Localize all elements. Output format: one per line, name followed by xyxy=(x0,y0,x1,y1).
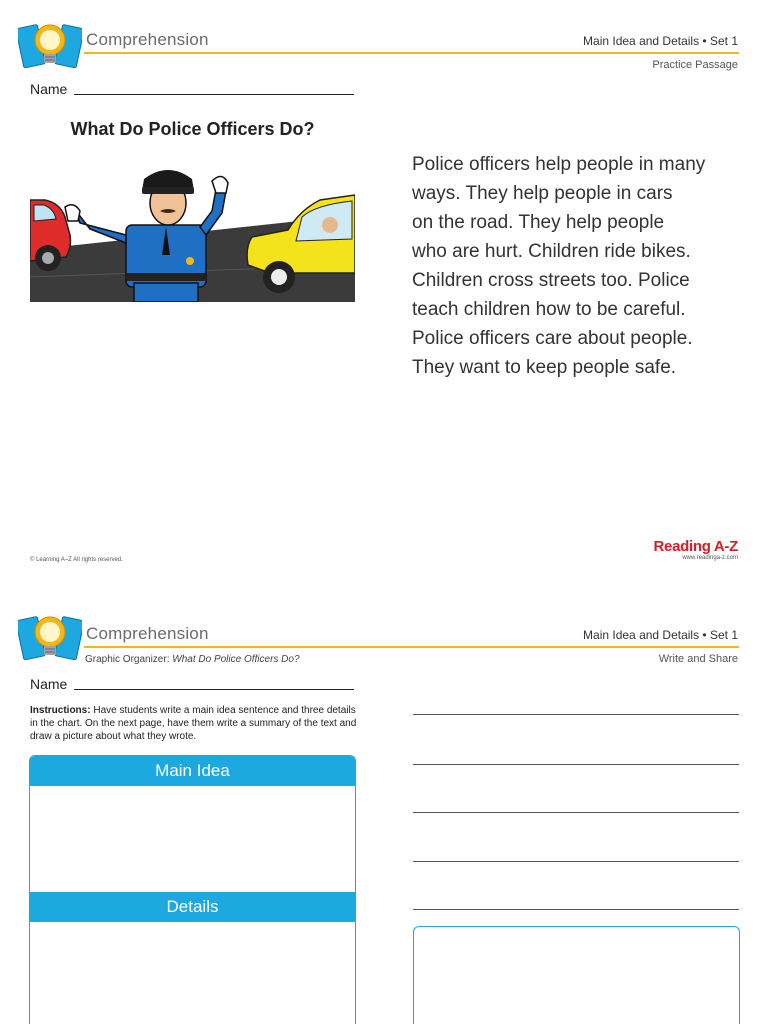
skill-label: Main Idea and Details • Set 1 xyxy=(583,628,738,642)
name-line xyxy=(74,94,354,95)
details-header: Details xyxy=(30,892,355,922)
page-subtitle: Practice Passage xyxy=(652,59,738,71)
skill-label: Main Idea and Details • Set 1 xyxy=(583,34,738,48)
instructions-label: Instructions: xyxy=(30,705,91,716)
passage-line: They want to keep people safe. xyxy=(412,357,677,378)
writing-line xyxy=(413,861,739,862)
organizer-prefix: Graphic Organizer: xyxy=(85,654,173,665)
instructions-text: Have students write a main idea sentence and three details in the chart. On the next page, have them write a summary of the text and draw a picture about what they wrote. xyxy=(30,705,357,742)
police-officer-illustration xyxy=(30,155,355,302)
passage-title: What Do Police Officers Do? xyxy=(70,119,315,139)
main-idea-chart xyxy=(29,755,356,1024)
reading-az-url: www.readinga-z.com xyxy=(682,555,738,561)
passage-line: Police officers help people in many xyxy=(412,154,706,175)
passage-line: Police officers care about people. xyxy=(412,328,693,349)
reading-az-logo xyxy=(654,538,738,561)
name-label: Name xyxy=(30,81,68,97)
page-subtitle: Write and Share xyxy=(658,653,738,665)
writing-line xyxy=(413,812,739,813)
name-line xyxy=(74,689,354,690)
passage-text xyxy=(412,150,742,382)
graphic-organizer-label xyxy=(85,654,300,665)
main-idea-header: Main Idea xyxy=(30,756,355,786)
passage-line: who are hurt. Children ride bikes. xyxy=(412,241,691,262)
lightbulb-book-logo xyxy=(18,610,82,666)
copyright-notice: © Learning A–Z All rights reserved. xyxy=(30,557,123,563)
organizer-title: What Do Police Officers Do? xyxy=(172,654,300,665)
writing-line xyxy=(413,714,739,715)
instructions xyxy=(30,704,360,743)
worksheet-page-2 xyxy=(0,590,768,1024)
drawing-box xyxy=(413,926,740,1024)
passage-line: teach children how to be careful. xyxy=(412,299,686,320)
writing-line xyxy=(413,909,739,910)
brand-title: Comprehension xyxy=(86,624,209,643)
name-label: Name xyxy=(30,676,68,692)
reading-az-logo-text: Reading A-Z xyxy=(653,538,738,555)
passage-line: Children cross streets too. Police xyxy=(412,270,690,291)
passage-line: on the road. They help people xyxy=(412,212,665,233)
writing-line xyxy=(413,764,739,765)
header-rule xyxy=(84,646,739,648)
header-rule xyxy=(84,52,739,54)
passage-line: ways. They help people in cars xyxy=(412,183,673,204)
brand-title: Comprehension xyxy=(86,30,209,49)
lightbulb-book-logo xyxy=(18,18,82,74)
